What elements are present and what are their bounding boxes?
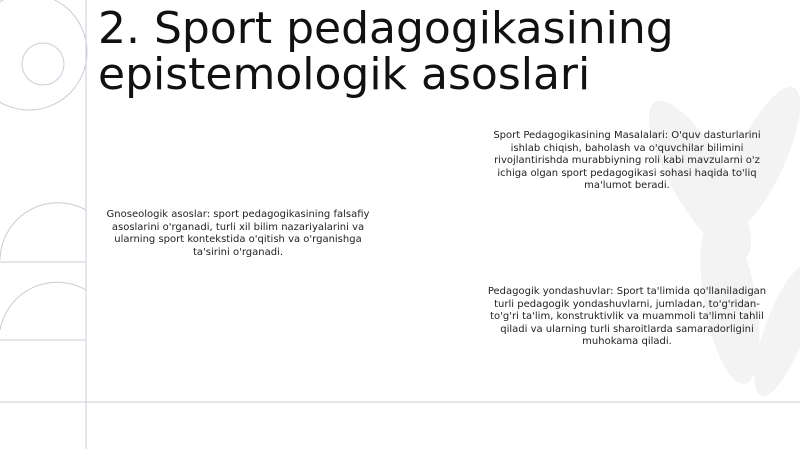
inner-circle: [22, 43, 64, 85]
text-block-yondashuvlar: Pedagogik yondashuvlar: Sport ta'limida qo'llaniladigan turli pedagogik yondashuvlarni, jumladan, to'g'ridan-to'g'ri ta'lim, konstruktivlik va muammoli ta'limni tahlil qiladi va ularning turli sharoitlarda samaradorligini muhokama qiladi.: [487, 286, 767, 347]
leaf-watermark: [631, 77, 800, 402]
text-block-gnoseologik: Gnoseologik asoslar: sport pedagogikasining falsafiy asoslarini o'rganadi, turli xil bilim nazariyalarini va ularning sport kontekstida o'qitish va o'rganishga ta'sirini o'rganadi.: [106, 209, 370, 258]
upper-arch: [0, 203, 86, 260]
slide-title: 2. Sport pedagogikasining epistemologik asoslari: [98, 3, 674, 100]
text-block-masalalari: Sport Pedagogikasining Masalalari: O'quv dasturlarini ishlab chiqish, baholash va o'quvchilar bilimini rivojlantirishda murabbiyning roli kabi mavzularni o'z ichiga olgan sport pedagogikasi sohasi haqida to'liq ma'lumot beradi.: [493, 130, 761, 191]
lower-arch: [0, 282, 86, 330]
outer-circle: [0, 0, 87, 110]
